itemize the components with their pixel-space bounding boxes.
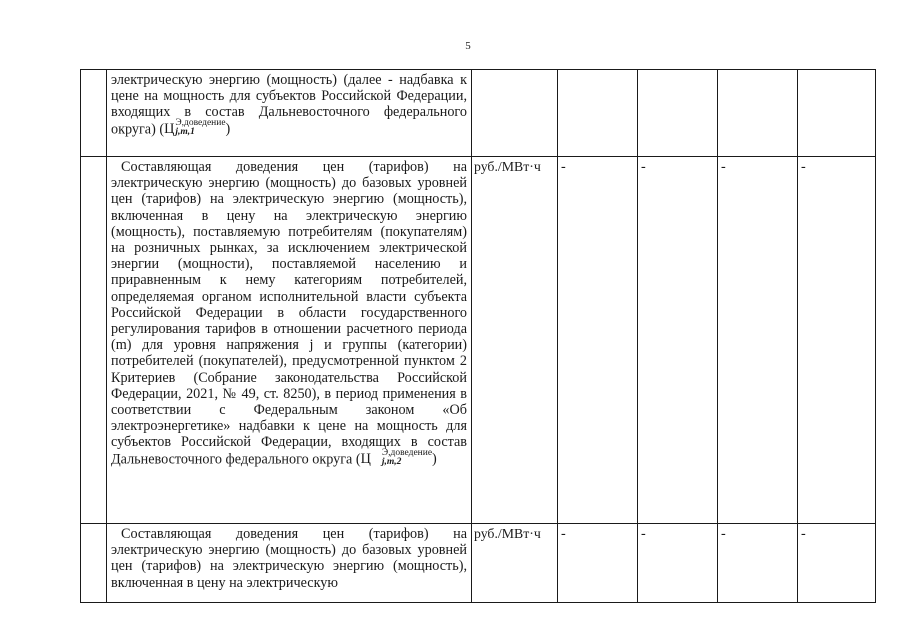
value-cell [558, 70, 638, 157]
formula [360, 447, 437, 467]
formula-base: Ц [164, 120, 175, 137]
value-cell: - [798, 524, 876, 603]
description-cell [107, 70, 472, 157]
tariff-table [80, 69, 876, 603]
formula-base: Ц [360, 450, 371, 467]
formula-superscript: Э,доведение [175, 117, 226, 128]
table-row [81, 70, 876, 157]
description-cell [107, 524, 472, 603]
row-number-cell [81, 157, 107, 524]
value-cell: - [558, 157, 638, 524]
unit-cell: руб./МВт·ч [472, 524, 558, 603]
value-cell [798, 70, 876, 157]
formula [164, 117, 231, 137]
value-cell: - [718, 157, 798, 524]
description-cell [107, 157, 472, 524]
unit-cell [472, 70, 558, 157]
value-cell: - [638, 524, 718, 603]
description-text: Составляющая доведения цен (тарифов) на электрическую энергию (мощность) до базовых уровней цен (тарифов) на электрическую энергию (мощность), включенная в цену на электрическую энергию (мощность), поставляемую потребителям (покупателям) на розничных рынках, за исключением электрической энергии (мощности), поставляемой населению и приравненным к нему категориям потребителей, определяемая органом исполнительной власти субъекта Российской Федерации в области государственного регулирования тарифов в отношении расчетного периода (m) для уровня напряжения j и группы (категории) потребителей (покупателей), предусмотренной пунктом 2 Критериев (Собрание законодательства Российской Федерации, 2021, № 49, ст. 8250), в период применения в соответствии с Федеральным законом «Об электроэнергетике» надбавки к цене на мощность для субъектов Российской Федерации, входящих в состав Дальневосточного федерального округа ( [111, 159, 467, 467]
formula-superscript: Э,доведение [381, 447, 433, 458]
table-row [81, 524, 876, 603]
value-cell: - [718, 524, 798, 603]
value-cell [638, 70, 718, 157]
formula-subscript: j,m,1 [175, 126, 195, 137]
unit-cell: руб./МВт·ч [472, 157, 558, 524]
value-cell: - [798, 157, 876, 524]
value-cell [718, 70, 798, 157]
formula-close: ) [225, 120, 231, 137]
description-text: Составляющая доведения цен (тарифов) на электрическую энергию (мощность) до базовых уровней цен (тарифов) на электрическую энергию (мощность), включенная в цену на электрическую [111, 526, 467, 591]
page-number: 5 [465, 40, 471, 52]
description-text: электрическую энергию (мощность) (далее - надбавка к цене на мощность для субъектов Российской Федерации, входящих в состав Дальневосточного федерального округа) ( [111, 72, 467, 137]
table-row [81, 157, 876, 524]
row-number-cell [81, 70, 107, 157]
row-number-cell [81, 524, 107, 603]
formula-subscript: j,m,2 [381, 456, 402, 467]
formula-close: ) [432, 450, 437, 467]
value-cell: - [558, 524, 638, 603]
value-cell: - [638, 157, 718, 524]
